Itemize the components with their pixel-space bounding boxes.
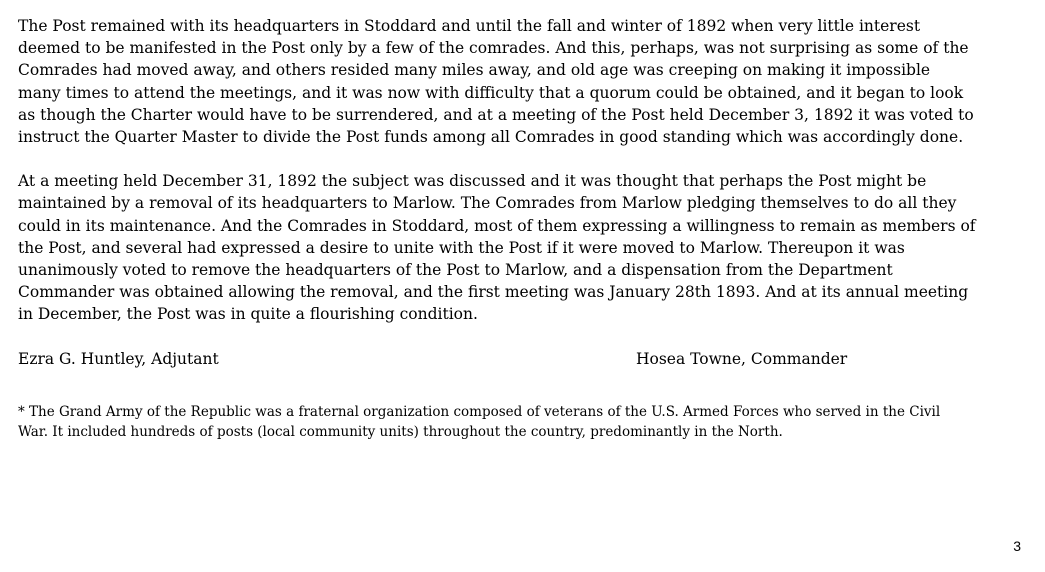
signature-commander: Hosea Towne, Commander	[636, 349, 848, 368]
paragraph-post-headquarters-stoddard: The Post remained with its headquarters in Stoddard and until the fall and winter of 1892 when very little interest deemed to be manifested in the Post only by a few of the comrades. And this, perhaps, was not surprising as some of the Comrades had moved away, and others resided many miles away, and old age was creeping on making it impossible many times to attend the meetings, and it was now with difficulty that a quorum could be obtained, and it began to look as though the Charter would have to be surrendered, and at a meeting of the Post held December 3, 1892 it was voted to instruct the Quarter Master to divide the Post funds among all Comrades in good standing which was accordingly done.	[18, 17, 974, 147]
signature-line	[18, 348, 1008, 370]
paragraph-post-moved-to-marlow: At a meeting held December 31, 1892 the subject was discussed and it was thought that perhaps the Post might be maintained by a removal of its headquarters to Marlow. The Comrades from Marlow pledging themselves to do all they could in its maintenance. And the Comrades in Stoddard, most of them expressing a willingness to remain as members of the Post, and several had expressed a desire to unite with the Post if it were moved to Marlow. Thereupon it was unanimously voted to remove the headquarters of the Post to Marlow, and a dispensation from the Department Commander was obtained allowing the removal, and the first meeting was January 28th 1893. And at its annual meeting in December, the Post was in quite a flourishing condition.	[18, 172, 976, 324]
page-number: 3	[1013, 538, 1021, 554]
footnote: * The Grand Army of the Republic was a fraternal organization composed of veterans of the U.S. Armed Forces who served in the Civil War. It included hundreds of posts (local community units) throughout the country, predominantly in the North.	[18, 403, 941, 440]
document-page	[18, 15, 1008, 442]
signature-adjutant: Ezra G. Huntley, Adjutant	[18, 349, 219, 368]
